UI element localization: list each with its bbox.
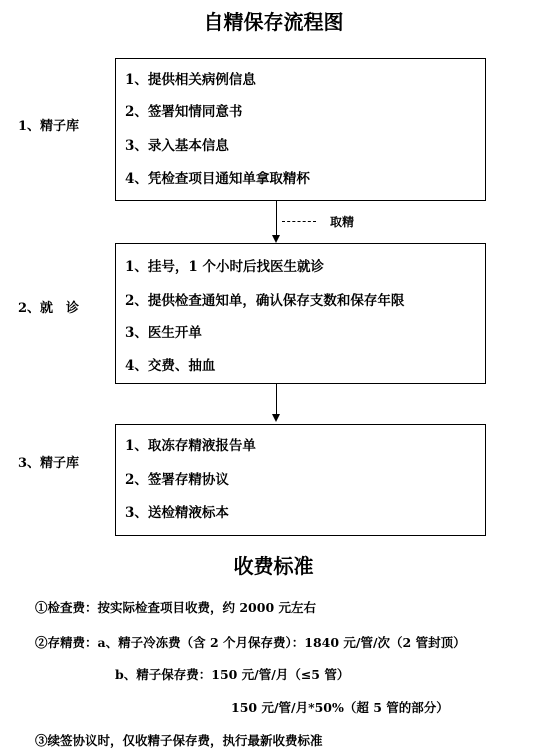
step-3-item-2: 2、签署存精协议 xyxy=(125,472,229,488)
fee-line-2: ②存精费：a、精子冷冻费（含 2 个月保存费）：1840 元/管/次（2 管封顶） xyxy=(35,635,466,650)
connector-label: 取精 xyxy=(330,215,355,229)
step-1-label: 1、精子库 xyxy=(18,119,80,134)
step-1-box xyxy=(115,58,486,201)
fee-line-5: ③续签协议时，仅收精子保存费，执行最新收费标准 xyxy=(35,733,323,748)
fees-title: 收费标准 xyxy=(233,554,314,578)
fee-line-1: ①检查费：按实际检查项目收费，约 2000 元左右 xyxy=(35,600,316,615)
connector-line-2 xyxy=(276,384,277,416)
step-2-item-4: 4、交费、抽血 xyxy=(125,358,216,374)
connector-line-1 xyxy=(276,201,277,235)
step-3-item-3: 3、送检精液标本 xyxy=(125,505,229,521)
arrow-down-icon xyxy=(272,235,280,243)
step-2-box xyxy=(115,243,486,384)
connector-dash xyxy=(282,221,316,222)
step-1-item-1: 1、提供相关病例信息 xyxy=(125,72,256,88)
step-2-item-3: 3、医生开单 xyxy=(125,325,202,341)
step-3-box xyxy=(115,424,486,536)
step-1-item-4: 4、凭检查项目通知单拿取精杯 xyxy=(125,171,310,187)
step-1-item-3: 3、录入基本信息 xyxy=(125,138,229,154)
arrow-down-icon xyxy=(272,414,280,422)
step-3-label: 3、精子库 xyxy=(18,456,80,471)
fee-line-4: 150 元/管/月*50%（超 5 管的部分） xyxy=(231,700,449,715)
page-title: 自精保存流程图 xyxy=(203,10,344,34)
step-2-item-1: 1、挂号，1 个小时后找医生就诊 xyxy=(125,259,324,275)
step-1-item-2: 2、签署知情同意书 xyxy=(125,104,243,120)
step-2-label: 2、就 诊 xyxy=(18,301,80,316)
step-3-item-1: 1、取冻存精液报告单 xyxy=(125,438,256,454)
fee-line-3: b、精子保存费：150 元/管/月（≤5 管） xyxy=(115,667,350,682)
step-2-item-2: 2、提供检查通知单，确认保存支数和保存年限 xyxy=(125,293,405,309)
